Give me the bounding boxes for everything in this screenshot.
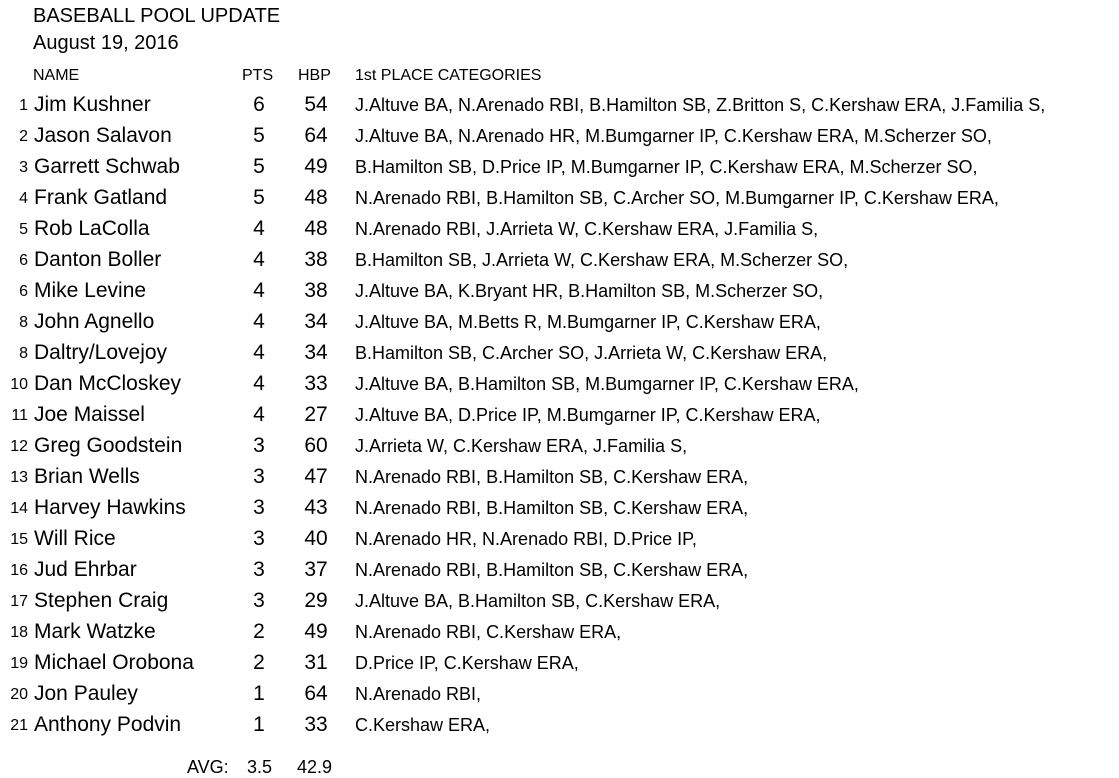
points-value: 5: [253, 124, 265, 147]
rank-number: 13: [10, 469, 28, 486]
rank-number: 10: [10, 376, 28, 393]
points-value: 4: [253, 310, 265, 333]
hbp-value: 54: [304, 93, 328, 116]
points-value: 6: [253, 93, 265, 116]
table-row: [0, 337, 1119, 368]
rank-number: 3: [19, 159, 28, 176]
player-name: Stephen Craig: [34, 589, 169, 612]
hbp-value: 33: [304, 372, 328, 395]
rank-number: 19: [10, 655, 28, 672]
player-name: John Agnello: [34, 310, 155, 333]
hbp-value: 37: [304, 558, 328, 581]
points-value: 1: [253, 682, 265, 705]
player-name: Jon Pauley: [34, 682, 138, 705]
points-value: 4: [253, 341, 265, 364]
hbp-value: 34: [304, 310, 328, 333]
table-row: [0, 151, 1119, 182]
table-row: [0, 554, 1119, 585]
hbp-value: 31: [304, 651, 328, 674]
hbp-value: 43: [304, 496, 328, 519]
table-row: [0, 120, 1119, 151]
player-name: Rob LaColla: [34, 217, 150, 240]
hbp-value: 27: [304, 403, 328, 426]
categories-text: D.Price IP, C.Kershaw ERA,: [355, 653, 579, 673]
rank-number: 6: [19, 283, 28, 300]
rank-number: 8: [19, 314, 28, 331]
table-row: [0, 182, 1119, 213]
table-row: [0, 275, 1119, 306]
hbp-value: 48: [304, 217, 328, 240]
hbp-value: 34: [304, 341, 328, 364]
table-row: [0, 616, 1119, 647]
player-name: Will Rice: [34, 527, 116, 550]
player-name: Jud Ehrbar: [34, 558, 137, 581]
points-value: 3: [253, 558, 265, 581]
points-value: 4: [253, 372, 265, 395]
page-title: BASEBALL POOL UPDATE: [33, 5, 281, 27]
rank-number: 14: [10, 500, 28, 517]
hbp-value: 38: [304, 248, 328, 271]
average-pts: 3.5: [247, 757, 273, 777]
rank-number: 17: [10, 593, 28, 610]
player-name: Garrett Schwab: [34, 155, 180, 178]
categories-text: B.Hamilton SB, D.Price IP, M.Bumgarner IP, C.Kershaw ERA, M.Scherzer SO,: [355, 157, 978, 177]
points-value: 2: [253, 620, 265, 643]
table-row: [0, 399, 1119, 430]
average-label: AVG:: [187, 757, 229, 777]
hbp-value: 29: [304, 589, 328, 612]
rank-number: 4: [19, 190, 28, 207]
points-value: 4: [253, 279, 265, 302]
categories-text: J.Altuve BA, D.Price IP, M.Bumgarner IP, C.Kershaw ERA,: [355, 405, 821, 425]
categories-text: B.Hamilton SB, C.Archer SO, J.Arrieta W, C.Kershaw ERA,: [355, 343, 828, 363]
points-value: 3: [253, 465, 265, 488]
average-hbp: 42.9: [297, 757, 333, 777]
categories-text: J.Altuve BA, B.Hamilton SB, C.Kershaw ERA,: [355, 591, 721, 611]
categories-text: C.Kershaw ERA,: [355, 715, 491, 735]
rank-number: 11: [11, 407, 28, 424]
table-row: [0, 461, 1119, 492]
rank-number: 20: [10, 686, 28, 703]
hbp-value: 47: [304, 465, 328, 488]
categories-text: N.Arenado RBI, J.Arrieta W, C.Kershaw ERA, J.Familia S,: [355, 219, 819, 239]
table-row: [0, 585, 1119, 616]
hbp-value: 49: [304, 155, 328, 178]
player-name: Frank Gatland: [34, 186, 168, 209]
categories-text: J.Arrieta W, C.Kershaw ERA, J.Familia S,: [355, 436, 688, 456]
points-value: 3: [253, 527, 265, 550]
categories-text: J.Altuve BA, K.Bryant HR, B.Hamilton SB, M.Scherzer SO,: [355, 281, 824, 301]
table-row: [0, 709, 1119, 740]
points-value: 4: [253, 403, 265, 426]
hbp-value: 33: [304, 713, 328, 736]
categories-text: N.Arenado RBI, B.Hamilton SB, C.Kershaw ERA,: [355, 498, 749, 518]
rank-number: 6: [19, 252, 28, 269]
player-name: Anthony Podvin: [34, 713, 182, 736]
player-name: Joe Maissel: [34, 403, 145, 426]
points-value: 3: [253, 496, 265, 519]
table-row: [0, 306, 1119, 337]
categories-text: J.Altuve BA, M.Betts R, M.Bumgarner IP, C.Kershaw ERA,: [355, 312, 821, 332]
rank-number: 1: [19, 97, 28, 114]
player-name: Dan McCloskey: [34, 372, 182, 395]
hbp-value: 49: [304, 620, 328, 643]
hbp-value: 64: [304, 682, 328, 705]
categories-text: J.Altuve BA, N.Arenado RBI, B.Hamilton SB, Z.Britton S, C.Kershaw ERA, J.Familia S,: [355, 95, 1046, 115]
report-date: August 19, 2016: [33, 32, 179, 54]
categories-text: J.Altuve BA, N.Arenado HR, M.Bumgarner IP, C.Kershaw ERA, M.Scherzer SO,: [355, 126, 992, 146]
table-row: [0, 368, 1119, 399]
hbp-value: 40: [304, 527, 328, 550]
rank-number: 15: [10, 531, 28, 548]
player-name: Mike Levine: [34, 279, 147, 302]
hbp-value: 64: [304, 124, 328, 147]
player-name: Greg Goodstein: [34, 434, 183, 457]
table-row: [0, 678, 1119, 709]
player-name: Harvey Hawkins: [34, 496, 186, 519]
table-row: [0, 89, 1119, 120]
points-value: 4: [253, 217, 265, 240]
rank-number: 12: [10, 438, 28, 455]
points-value: 3: [253, 589, 265, 612]
categories-text: N.Arenado HR, N.Arenado RBI, D.Price IP,: [355, 529, 697, 549]
points-value: 2: [253, 651, 265, 674]
player-name: Jim Kushner: [34, 93, 151, 116]
hbp-value: 48: [304, 186, 328, 209]
rank-number: 18: [10, 624, 28, 641]
categories-text: N.Arenado RBI, B.Hamilton SB, C.Kershaw ERA,: [355, 467, 749, 487]
points-value: 1: [253, 713, 265, 736]
player-name: Michael Orobona: [34, 651, 194, 674]
categories-text: N.Arenado RBI, B.Hamilton SB, C.Archer SO, M.Bumgarner IP, C.Kershaw ERA,: [355, 188, 999, 208]
categories-text: N.Arenado RBI,: [355, 684, 482, 704]
header-name: NAME: [33, 67, 80, 84]
points-value: 3: [253, 434, 265, 457]
categories-text: J.Altuve BA, B.Hamilton SB, M.Bumgarner IP, C.Kershaw ERA,: [355, 374, 859, 394]
player-name: Brian Wells: [34, 465, 140, 488]
table-row: [0, 523, 1119, 554]
table-row: [0, 213, 1119, 244]
player-name: Mark Watzke: [34, 620, 156, 643]
player-name: Danton Boller: [34, 248, 162, 271]
table-row: [0, 430, 1119, 461]
table-row: [0, 647, 1119, 678]
rank-number: 8: [19, 345, 28, 362]
categories-text: N.Arenado RBI, C.Kershaw ERA,: [355, 622, 622, 642]
points-value: 5: [253, 186, 265, 209]
header-categories: 1st PLACE CATEGORIES: [355, 67, 542, 84]
player-name: Daltry/Lovejoy: [34, 341, 168, 364]
hbp-value: 38: [304, 279, 328, 302]
rank-number: 21: [10, 717, 28, 734]
player-name: Jason Salavon: [34, 124, 172, 147]
points-value: 4: [253, 248, 265, 271]
categories-text: B.Hamilton SB, J.Arrieta W, C.Kershaw ERA, M.Scherzer SO,: [355, 250, 849, 270]
hbp-value: 60: [304, 434, 328, 457]
categories-text: N.Arenado RBI, B.Hamilton SB, C.Kershaw ERA,: [355, 560, 749, 580]
points-value: 5: [253, 155, 265, 178]
header-pts: PTS: [242, 67, 274, 84]
table-row: [0, 244, 1119, 275]
standings-table: [0, 89, 1119, 740]
rank-number: 5: [19, 221, 28, 238]
header-hbp: HBP: [298, 67, 331, 84]
rank-number: 16: [10, 562, 28, 579]
table-row: [0, 492, 1119, 523]
rank-number: 2: [19, 128, 28, 145]
